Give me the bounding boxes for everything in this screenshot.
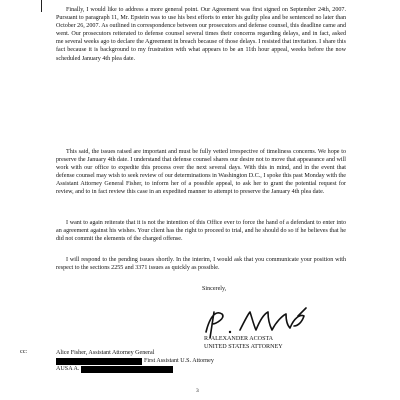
signer-block (204, 335, 283, 351)
cc-text: AUSA A. (56, 366, 80, 372)
margin-mark (41, 0, 42, 12)
cc-list (56, 349, 214, 373)
cc-line-ausa (56, 365, 214, 373)
signer-name: R. ALEXANDER ACOSTA (204, 336, 274, 342)
redaction-bar (56, 358, 142, 365)
signer-title: UNITED STATES ATTORNEY (204, 344, 283, 350)
closing: Sincerely, (202, 286, 227, 292)
cc-label: cc: (20, 349, 28, 355)
cc-text: First Assistant U.S. Attorney (144, 358, 214, 364)
cc-line-first-assistant (56, 357, 214, 365)
paragraph-reiterate: I want to again reiterate that it is not the intention of this Office ever to force the hand of a defendant to enter into an agreement against his wishes. Your client has the right to proceed to trial, and he should do so if he believes that he did not commit the elements of the charged offense. (56, 220, 346, 243)
paragraph-respond: I will respond to the pending issues shortly. In the interim, I would ask that you communicate your position with respect to the sections 2255 and 3371 issues as quickly as possible. (56, 257, 346, 272)
redaction-bar (81, 366, 173, 373)
page-number: 3 (196, 388, 199, 394)
paragraph-general-point: Finally, I would like to address a more general point. Our Agreement was first signed on September 24th, 2007. Pursuant to paragraph 11, Mr. Epstein was to use his best efforts to enter his guilty plea and be sentenced no later than October 26, 2007. As outlined in correspondence between our prosecutors and defense counsel, this deadline came and went. Our prosecutors reiterated to defense counsel several times their concerns regarding delays, and in fact, asked me several weeks ago to declare the Agreement in breach because of those delays. I resisted that invitation. I share this fact because it is background to my frustration with what appears to be an 11th hour appeal, weeks before the now scheduled January 4th plea date. (56, 7, 346, 62)
cc-text: Alice Fisher, Assistant Attorney General (56, 350, 155, 356)
cc-line-fisher (56, 349, 214, 357)
paragraph-issues-raised: This said, the issues raised are important and must be fully vetted irrespective of timeliness concerns. We hope to preserve the January 4th date. I understand that defense counsel shares our desire not to move that appearance and will work with our office to expedite this process over the next several days. With this in mind, and in the event that defense counsel may wish to seek review of our determinations in Washington D.C., I spoke this past Monday with the Assistant Attorney General Fisher, to inform her of a possible appeal, to ask her to grant the potential request for review, and to in fact review this case in an expedited manner to attempt to preserve the January 4th plea date. (56, 149, 346, 196)
